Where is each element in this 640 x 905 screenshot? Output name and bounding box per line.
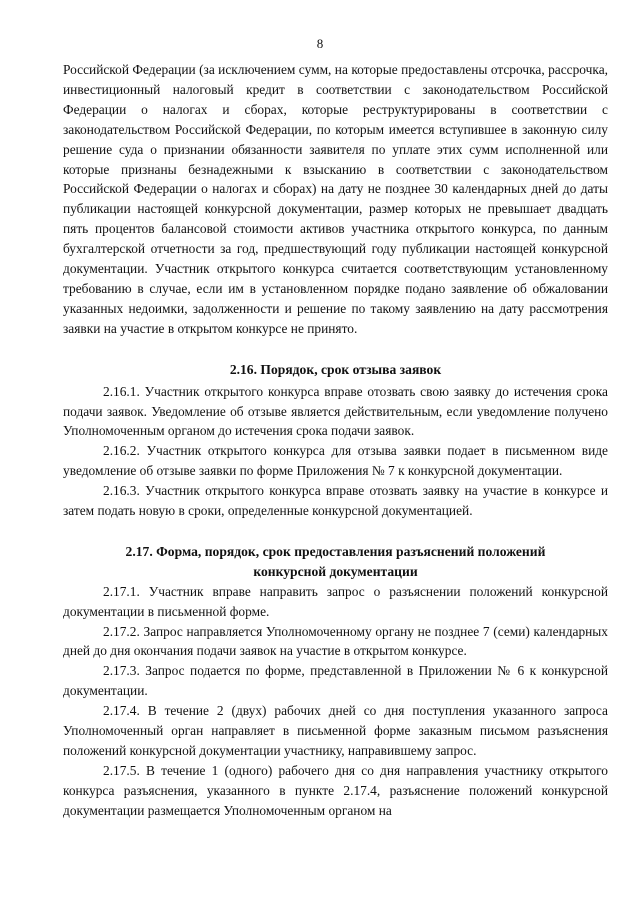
- section-heading-2-16: 2.16. Порядок, срок отзыва заявок: [229, 361, 442, 377]
- section-heading-2-17: [63, 542, 608, 582]
- paragraph-2-17-2: 2.17.2. Запрос направляется Уполномоченному органу не позднее 7 (семи) календарных дней до дня окончания подачи заявок на участие в открытом конкурсе.: [63, 623, 608, 659]
- paragraph-2-16-2: 2.16.2. Участник открытого конкурса для отзыва заявки подает в письменном виде уведомление об отзыве заявки по форме Приложения № 7 к конкурсной документации.: [63, 443, 608, 479]
- page-number: 8: [316, 36, 324, 51]
- paragraph-2-17-3: 2.17.3. Запрос подается по форме, представленной в Приложении № 6 к конкурсной документации.: [63, 663, 608, 699]
- section-heading-2-17-line2: конкурсной документации: [253, 563, 418, 579]
- paragraph-2-17-1: 2.17.1. Участник вправе направить запрос о разъяснении положений конкурсной документации в письменной форме.: [63, 583, 608, 619]
- section-heading-2-17-line1: 2.17. Форма, порядок, срок предоставления разъяснений положений: [125, 543, 546, 559]
- document-body: [63, 60, 608, 821]
- paragraph-2-17-4: 2.17.4. В течение 2 (двух) рабочих дней со дня поступления указанного запроса Уполномоченный орган направляет в письменной форме заказным письмом разъяснения положений конкурсной документации участнику, направившему запрос.: [63, 703, 608, 758]
- continuation-paragraph: Российской Федерации (за исключением сумм, на которые предоставлены отсрочка, рассрочка, инвестиционный налоговый кредит в соответствии с законодательством Российской Федерации о налогах и сборах, которые реструктурированы в соответствии с законодательством Российской Федерации, по которым имеется вступившее в законную силу решение суда о признании обязанности заявителя по уплате этих сумм исполненной или которые признаны безнадежными к взысканию в соответствии с законодательством Российской Федерации о налогах и сборах) на дату не позднее 30 календарных дней до даты публикации настоящей конкурсной документации, размер которых не превышает двадцать пять процентов балансовой стоимости активов участника открытого конкурса, по данным бухгалтерской отчетности за год, предшествующий году публикации настоящей конкурсной документации. Участник открытого конкурса считается соответствующим установленному требованию в случае, если им в установленном порядке подано заявление об обжаловании указанных недоимки, задолженности и решение по такому заявлению на дату рассмотрения заявки на участие в открытом конкурсе не принято.: [63, 62, 608, 336]
- paragraph-2-16-1: 2.16.1. Участник открытого конкурса вправе отозвать свою заявку до истечения срока подачи заявок. Уведомление об отзыве является действительным, если уведомление получено Уполномоченным органом до истечения срока подачи заявок.: [63, 383, 608, 439]
- paragraph-2-17-5: 2.17.5. В течение 1 (одного) рабочего дня со дня направления участнику открытого конкурса разъяснения, указанного в пункте 2.17.4, разъяснение положений конкурсной документации размещается Уполномоченным органом на: [63, 762, 608, 818]
- paragraph-2-16-3: 2.16.3. Участник открытого конкурса вправе отозвать заявку на участие в конкурсе и затем подать новую в сроки, определенные конкурсной документацией.: [63, 483, 608, 519]
